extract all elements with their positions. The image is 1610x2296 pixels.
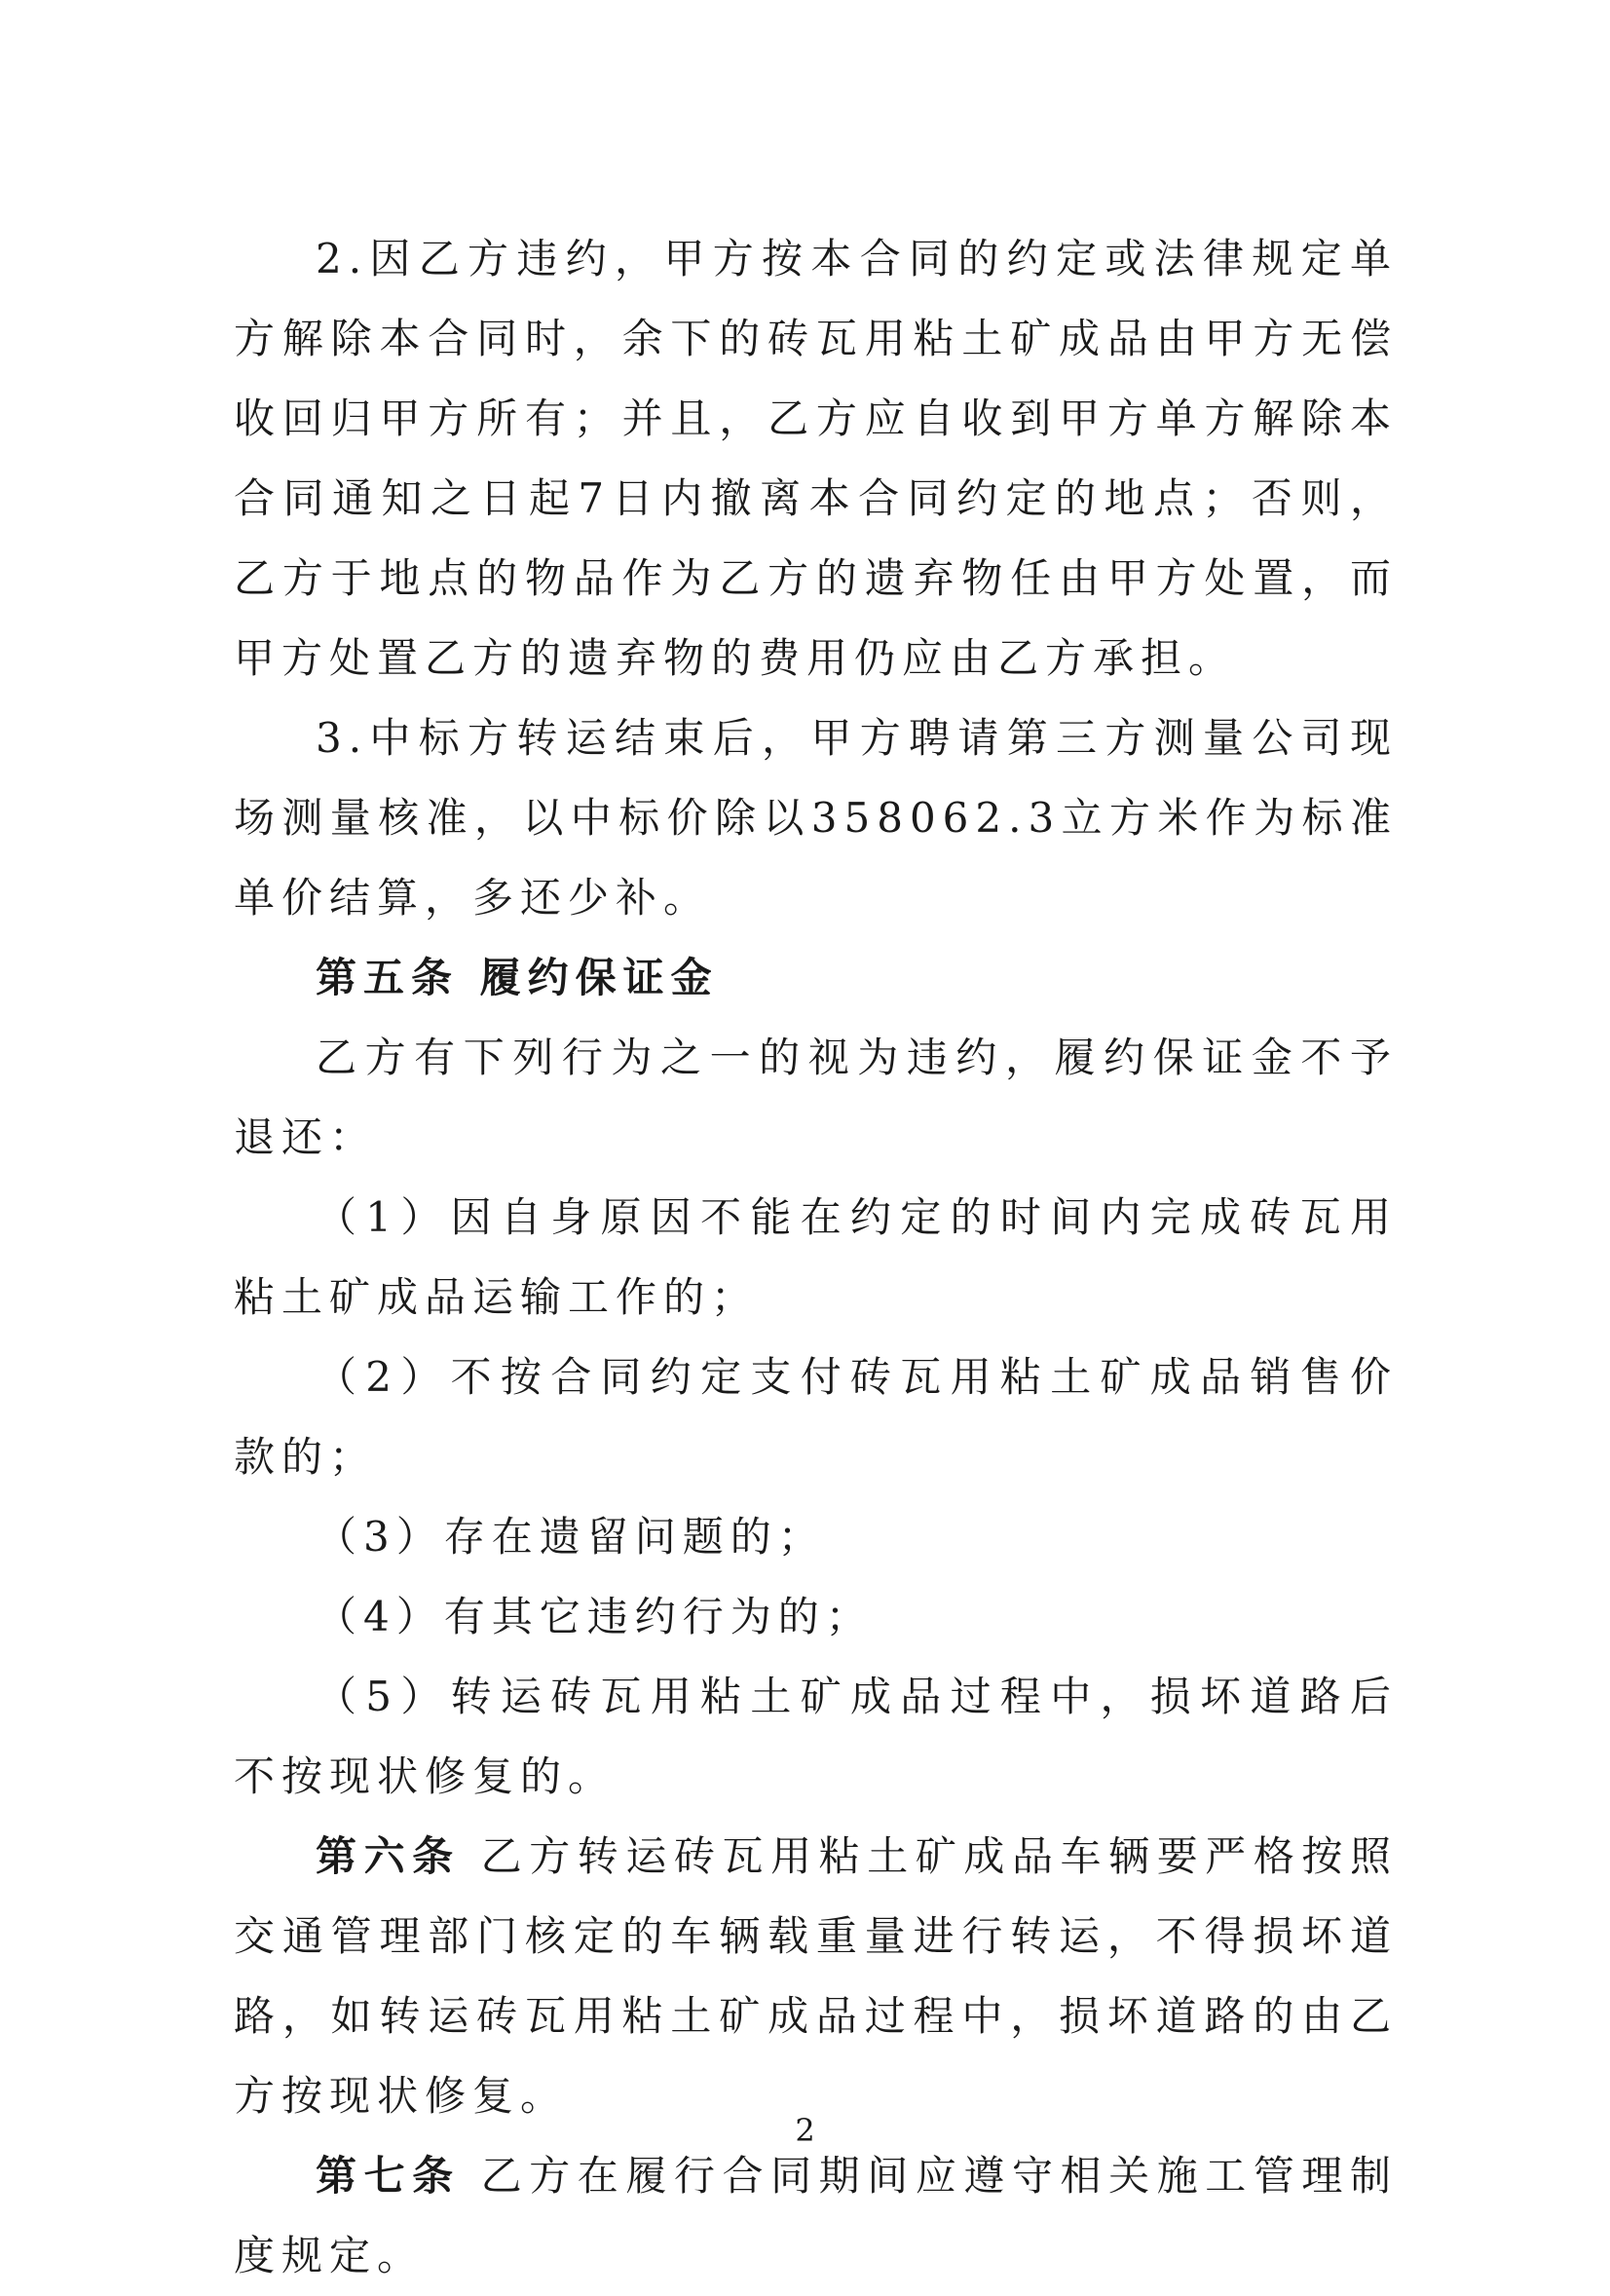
- clause-3-paragraph: 3.中标方转运结束后，甲方聘请第三方测量公司现场测量核准，以中标价除以358062.3立方米作为标准单价结算，多还少补。: [234, 714, 1398, 922]
- article-5-item-1: （1）因自身原因不能在约定的时间内完成砖瓦用粘土矿成品运输工作的；: [234, 1193, 1398, 1321]
- article-5-item-4: （4）有其它违约行为的；: [316, 1593, 874, 1640]
- clause-2-paragraph: 2.因乙方违约，甲方按本合同的约定或法律规定单方解除本合同时，余下的砖瓦用粘土矿成品由甲方无偿收回归甲方所有；并且，乙方应自收到甲方单方解除本合同通知之日起7日内撤离本合同约定的地点；否则，乙方于地点的物品作为乙方的遗弃物任由甲方处置，而甲方处置乙方的遗弃物的费用仍应由乙方承担。: [234, 235, 1398, 682]
- article-5-item-5: （5）转运砖瓦用粘土矿成品过程中，损坏道路后不按现状修复的。: [234, 1673, 1398, 1800]
- contract-page-body: [234, 219, 1398, 2296]
- article-5-intro: 乙方有下列行为之一的视为违约，履约保证金不予退还：: [234, 1034, 1398, 1161]
- article-5-heading: 第五条 履约保证金: [316, 954, 719, 1001]
- article-5-item-3: （3）存在遗留问题的；: [316, 1513, 826, 1561]
- article-6-label: 第六条: [316, 1832, 461, 1880]
- article-6-paragraph: [234, 1817, 1398, 2136]
- page-number: 2: [795, 2112, 815, 2149]
- article-5-item-2: （2）不按合同约定支付砖瓦用粘土矿成品销售价款的；: [234, 1353, 1398, 1481]
- article-7-label: 第七条: [316, 2152, 461, 2200]
- article-6-text: 乙方转运砖瓦用粘土矿成品车辆要严格按照交通管理部门核定的车辆载重量进行转运，不得损坏道路，如转运砖瓦用粘土矿成品过程中，损坏道路的由乙方按现状修复。: [234, 1832, 1398, 2120]
- article-7-paragraph: [234, 2136, 1398, 2296]
- article-7-text: 乙方在履行合同期间应遵守相关施工管理制度规定。: [234, 2152, 1398, 2279]
